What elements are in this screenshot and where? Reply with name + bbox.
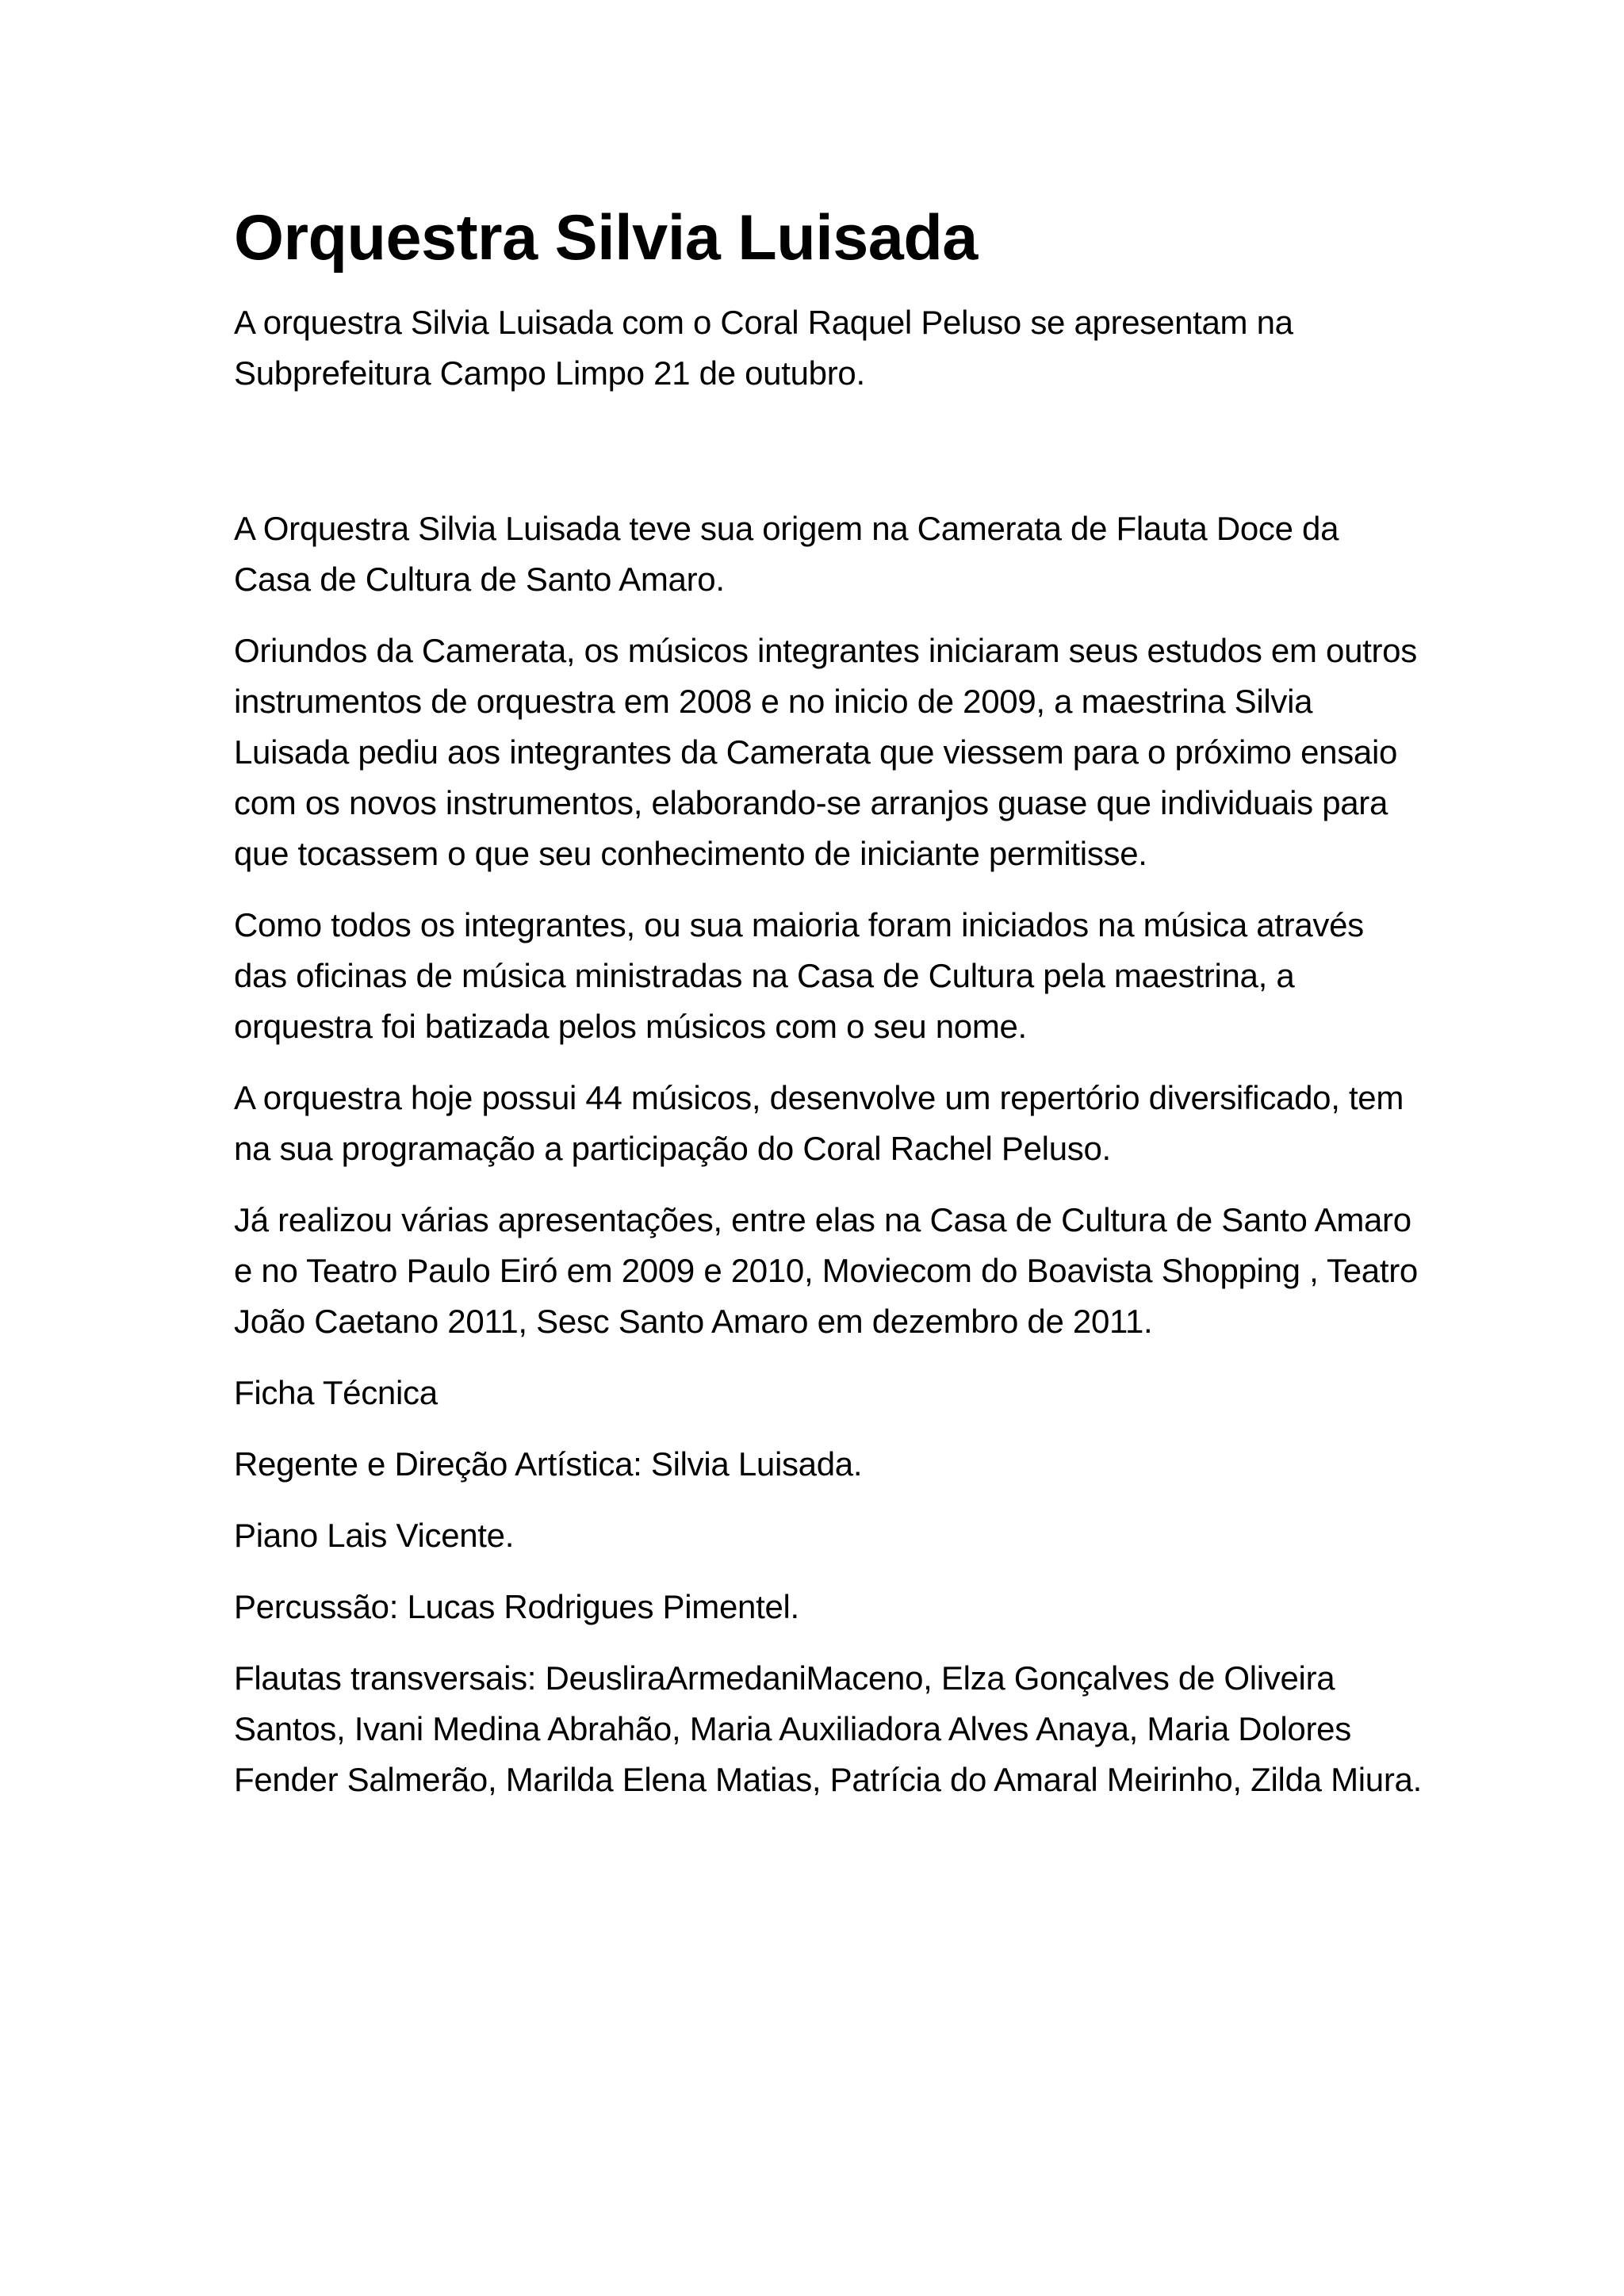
intro-paragraph: A orquestra Silvia Luisada com o Coral Raquel Peluso se apresentam na Subprefeitura Campo Limpo 21 de outubro. <box>234 304 1293 392</box>
credit-percussion: Percussão: Lucas Rodrigues Pimentel. <box>234 1588 799 1626</box>
repertoire-paragraph: A orquestra hoje possui 44 músicos, desenvolve um repertório diversificado, tem na sua programação a participação do Coral Rachel Peluso. <box>234 1079 1404 1168</box>
performances-paragraph: Já realizou várias apresentações, entre elas na Casa de Cultura de Santo Amaro e no Teatro Paulo Eiró em 2009 e 2010, Moviecom do Boavista Shopping , Teatro João Caetano 2011, Sesc Santo Amaro em dezembro de 2011. <box>234 1201 1418 1341</box>
credits-heading: Ficha Técnica <box>234 1374 438 1412</box>
naming-paragraph: Como todos os integrantes, ou sua maioria foram iniciados na música através das oficinas de música ministradas na Casa de Cultura pela maestrina, a orquestra foi batizada pelos músicos com o seu nome. <box>234 906 1364 1046</box>
credit-conductor: Regente e Direção Artística: Silvia Luisada. <box>234 1445 863 1483</box>
credit-flutes: Flautas transversais: DeusliraArmedaniMaceno, Elza Gonçalves de Oliveira Santos, Ivani Medina Abrahão, Maria Auxiliadora Alves Anaya, Maria Dolores Fender Salmerão, Marilda Elena Matias, Patrícia do Amaral Meirinho, Zilda Miura. <box>234 1659 1422 1799</box>
origin-paragraph: A Orquestra Silvia Luisada teve sua origem na Camerata de Flauta Doce da Casa de Cultura de Santo Amaro. <box>234 510 1339 599</box>
document-page <box>234 187 1423 1826</box>
document-title: Orquestra Silvia Luisada <box>234 202 978 274</box>
history-paragraph: Oriundos da Camerata, os músicos integrantes iniciaram seus estudos em outros instrumentos de orquestra em 2008 e no inicio de 2009, a maestrina Silvia Luisada pediu aos integrantes da Camerata que viessem para o próximo ensaio com os novos instrumentos, elaborando-se arranjos guase que individuais para que tocassem o que seu conhecimento de iniciante permitisse. <box>234 632 1417 873</box>
credit-piano: Piano Lais Vicente. <box>234 1517 515 1555</box>
